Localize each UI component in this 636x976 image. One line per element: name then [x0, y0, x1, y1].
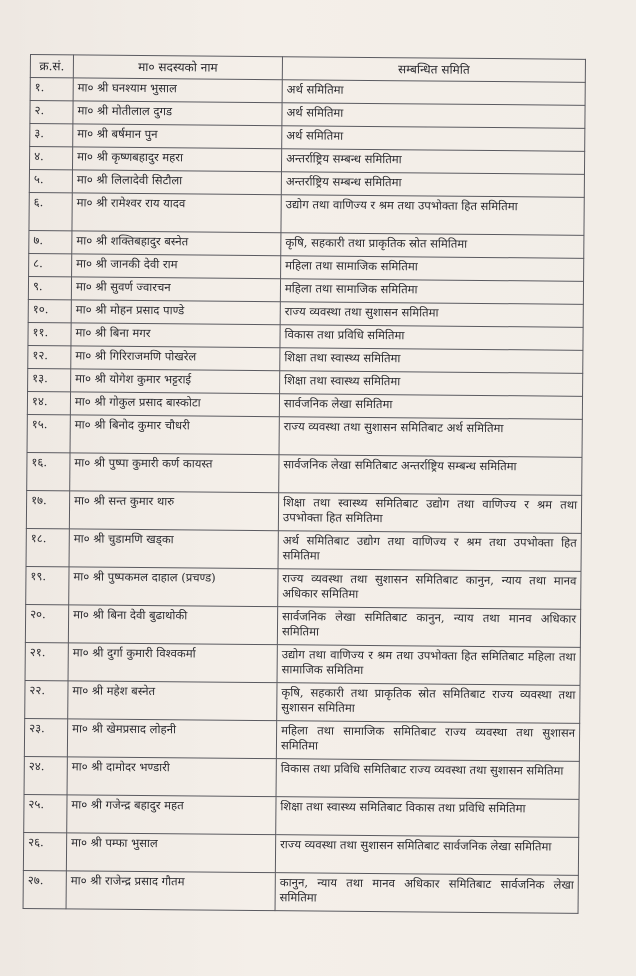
- serial-cell: २५.: [24, 794, 67, 832]
- committee-cell: कृषि, सहकारी तथा प्राकृतिक स्रोत समितिमा: [281, 233, 584, 259]
- member-name-cell: मा० श्री दामोदर भण्डारी: [67, 757, 276, 797]
- serial-cell: २४.: [24, 756, 67, 794]
- table-row: [25, 680, 580, 723]
- member-committee-table: [23, 54, 586, 914]
- committee-cell: राज्य व्यवस्था तथा सुशासन समितिबाट कानुन, न्याय तथा मानव अधिकार समितिमा: [278, 569, 581, 610]
- table-row: [24, 756, 579, 799]
- committee-cell: शिक्षा तथा स्वास्थ्य समितिमा: [280, 348, 583, 374]
- serial-cell: २.: [30, 101, 73, 124]
- table-row: [27, 452, 582, 495]
- committee-cell: महिला तथा सामाजिक समितिबाट राज्य व्यवस्था तथा सुशासन समितिमा: [276, 721, 579, 762]
- committee-cell: कानुन, न्याय तथा मानव अधिकार समितिबाट सार्वजनिक लेखा समितिमा: [275, 873, 578, 914]
- committee-cell: उद्योग तथा वाणिज्य र श्रम तथा उपभोक्ता हित समितिमा: [281, 195, 584, 236]
- member-name-cell: मा० श्री पुष्पा कुमारी कर्ण कायस्त: [70, 453, 279, 493]
- table-row: [27, 414, 582, 457]
- table-row: [25, 642, 580, 685]
- member-name-cell: मा० श्री बिना देवी बुढाथोकी: [68, 605, 277, 645]
- serial-cell: ६.: [29, 192, 72, 230]
- committee-cell: शिक्षा तथा स्वास्थ्य समितिबाट विकास तथा प्रविधि समितिमा: [276, 797, 579, 838]
- serial-cell: ११.: [28, 322, 71, 345]
- member-name-cell: मा० श्री दुर्गा कुमारी विश्वकर्मा: [68, 643, 277, 683]
- member-name-cell: मा० श्री चुडामणि खड्का: [69, 529, 278, 569]
- serial-cell: १०.: [28, 299, 71, 322]
- member-name-cell: मा० श्री लिलादेवी सिटौला: [72, 170, 281, 195]
- serial-cell: २३.: [24, 718, 67, 756]
- member-name-cell: मा० श्री बिना मगर: [71, 323, 280, 348]
- serial-cell: ३.: [30, 124, 73, 147]
- table-row: [25, 604, 580, 647]
- member-name-cell: मा० श्री मोतीलाल दुगड: [73, 101, 282, 126]
- table-row: [23, 832, 578, 875]
- member-name-cell: मा० श्री खेमप्रसाद लोहनी: [67, 719, 276, 759]
- serial-cell: ५.: [29, 169, 72, 192]
- committee-cell: कृषि, सहकारी तथा प्राकृतिक स्रोत समितिबाट राज्य व्यवस्था तथा सुशासन समितिमा: [277, 683, 580, 724]
- member-name-cell: मा० श्री कृष्णबहादुर महरा: [72, 147, 281, 172]
- serial-cell: ८.: [29, 253, 72, 276]
- serial-cell: १३.: [28, 368, 71, 391]
- member-name-cell: मा० श्री गजेन्द्र बहादुर महत: [67, 795, 276, 835]
- committee-cell: राज्य व्यवस्था तथा सुशासन समितिमा: [280, 302, 583, 328]
- table-row: [26, 566, 581, 609]
- serial-cell: २०.: [25, 604, 68, 642]
- header-member-name: मा० सदस्यको नाम: [73, 55, 282, 80]
- member-name-cell: मा० श्री योगेश कुमार भट्टराई: [71, 369, 280, 394]
- member-name-cell: मा० श्री पुष्पकमल दाहाल (प्रचण्ड): [69, 567, 278, 607]
- member-name-cell: मा० श्री बर्षमान पुन: [73, 124, 282, 149]
- member-name-cell: मा० श्री सन्त कुमार थारु: [69, 491, 278, 531]
- serial-cell: ९.: [28, 276, 71, 299]
- table-body: [23, 78, 585, 914]
- serial-cell: १.: [30, 78, 73, 101]
- committee-cell: अन्तर्राष्ट्रिय सम्बन्ध समितिमा: [281, 172, 584, 198]
- member-name-cell: मा० श्री मोहन प्रसाद पाण्डे: [71, 300, 280, 325]
- member-name-cell: मा० श्री रामेश्वर राय यादव: [72, 193, 281, 233]
- table-row: [26, 490, 581, 533]
- serial-cell: २२.: [25, 680, 68, 718]
- serial-cell: २७.: [23, 870, 66, 908]
- member-name-cell: मा० श्री जानकी देवी राम: [72, 254, 281, 279]
- member-name-cell: मा० श्री गोकुल प्रसाद बास्कोटा: [70, 392, 279, 417]
- committee-cell: सार्वजनिक लेखा समितिबाट कानुन, न्याय तथा मानव अधिकार समितिमा: [277, 607, 580, 648]
- serial-cell: १६.: [27, 452, 70, 490]
- table-row: [26, 528, 581, 571]
- committee-cell: महिला तथा सामाजिक समितिमा: [281, 256, 584, 282]
- page-blank-area: [0, 880, 636, 976]
- serial-cell: १९.: [26, 566, 69, 604]
- serial-cell: १२.: [28, 345, 71, 368]
- serial-cell: २६.: [23, 832, 66, 870]
- committee-cell: उद्योग तथा वाणिज्य र श्रम तथा उपभोक्ता हित समितिबाट महिला तथा सामाजिक समितिमा: [277, 645, 580, 686]
- header-serial: क्र.सं.: [30, 55, 73, 78]
- serial-cell: १४.: [27, 391, 70, 414]
- committee-cell: अर्थ समितिमा: [282, 80, 585, 106]
- table-row: [24, 718, 579, 761]
- committee-cell: विकास तथा प्रविधि समितिबाट राज्य व्यवस्था तथा सुशासन समितिमा: [276, 759, 579, 800]
- member-name-cell: मा० श्री राजेन्द्र प्रसाद गौतम: [66, 871, 275, 911]
- committee-cell: शिक्षा तथा स्वास्थ्य समितिबाट उद्योग तथा वाणिज्य र श्रम तथा उपभोक्ता हित समितिमा: [278, 493, 581, 534]
- serial-cell: १८.: [26, 528, 69, 566]
- committee-cell: विकास तथा प्रविधि समितिमा: [280, 325, 583, 351]
- committee-cell: अर्थ समितिमा: [282, 126, 585, 152]
- committee-cell: राज्य व्यवस्था तथा सुशासन समितिबाट अर्थ समितिमा: [279, 417, 582, 458]
- table-row: [29, 192, 584, 235]
- member-name-cell: मा० श्री गिरिराजमणि पोखरेल: [71, 346, 280, 371]
- committee-cell: राज्य व्यवस्था तथा सुशासन समितिबाट सार्वजनिक लेखा समितिमा: [275, 835, 578, 876]
- member-name-cell: मा० श्री महेश बस्नेत: [68, 681, 277, 721]
- committee-cell: अर्थ समितिबाट उद्योग तथा वाणिज्य र श्रम तथा उपभोक्ता हित समितिमा: [278, 531, 581, 572]
- header-committee: सम्बन्धित समिति: [282, 57, 585, 83]
- member-name-cell: मा० श्री पम्फा भुसाल: [66, 833, 275, 873]
- member-name-cell: मा० श्री सुवर्ण ज्वारचन: [71, 277, 280, 302]
- committee-cell: शिक्षा तथा स्वास्थ्य समितिमा: [280, 371, 583, 397]
- member-name-cell: मा० श्री शक्तिबहादुर बस्नेत: [72, 231, 281, 256]
- member-name-cell: मा० श्री बिनोद कुमार चौधरी: [70, 415, 279, 455]
- serial-cell: २१.: [25, 642, 68, 680]
- committee-cell: महिला तथा सामाजिक समितिमा: [280, 279, 583, 305]
- member-name-cell: मा० श्री घनश्याम भुसाल: [73, 78, 282, 103]
- committee-cell: सार्वजनिक लेखा समितिबाट अन्तर्राष्ट्रिय सम्बन्ध समितिमा: [279, 455, 582, 496]
- table-row: [24, 794, 579, 837]
- serial-cell: ७.: [29, 230, 72, 253]
- serial-cell: ४.: [29, 147, 72, 170]
- serial-cell: १५.: [27, 414, 70, 452]
- committee-cell: सार्वजनिक लेखा समितिमा: [279, 394, 582, 420]
- serial-cell: १७.: [26, 490, 69, 528]
- committee-cell: अर्थ समितिमा: [282, 103, 585, 129]
- committee-cell: अन्तर्राष्ट्रिय सम्बन्ध समितिमा: [281, 149, 584, 175]
